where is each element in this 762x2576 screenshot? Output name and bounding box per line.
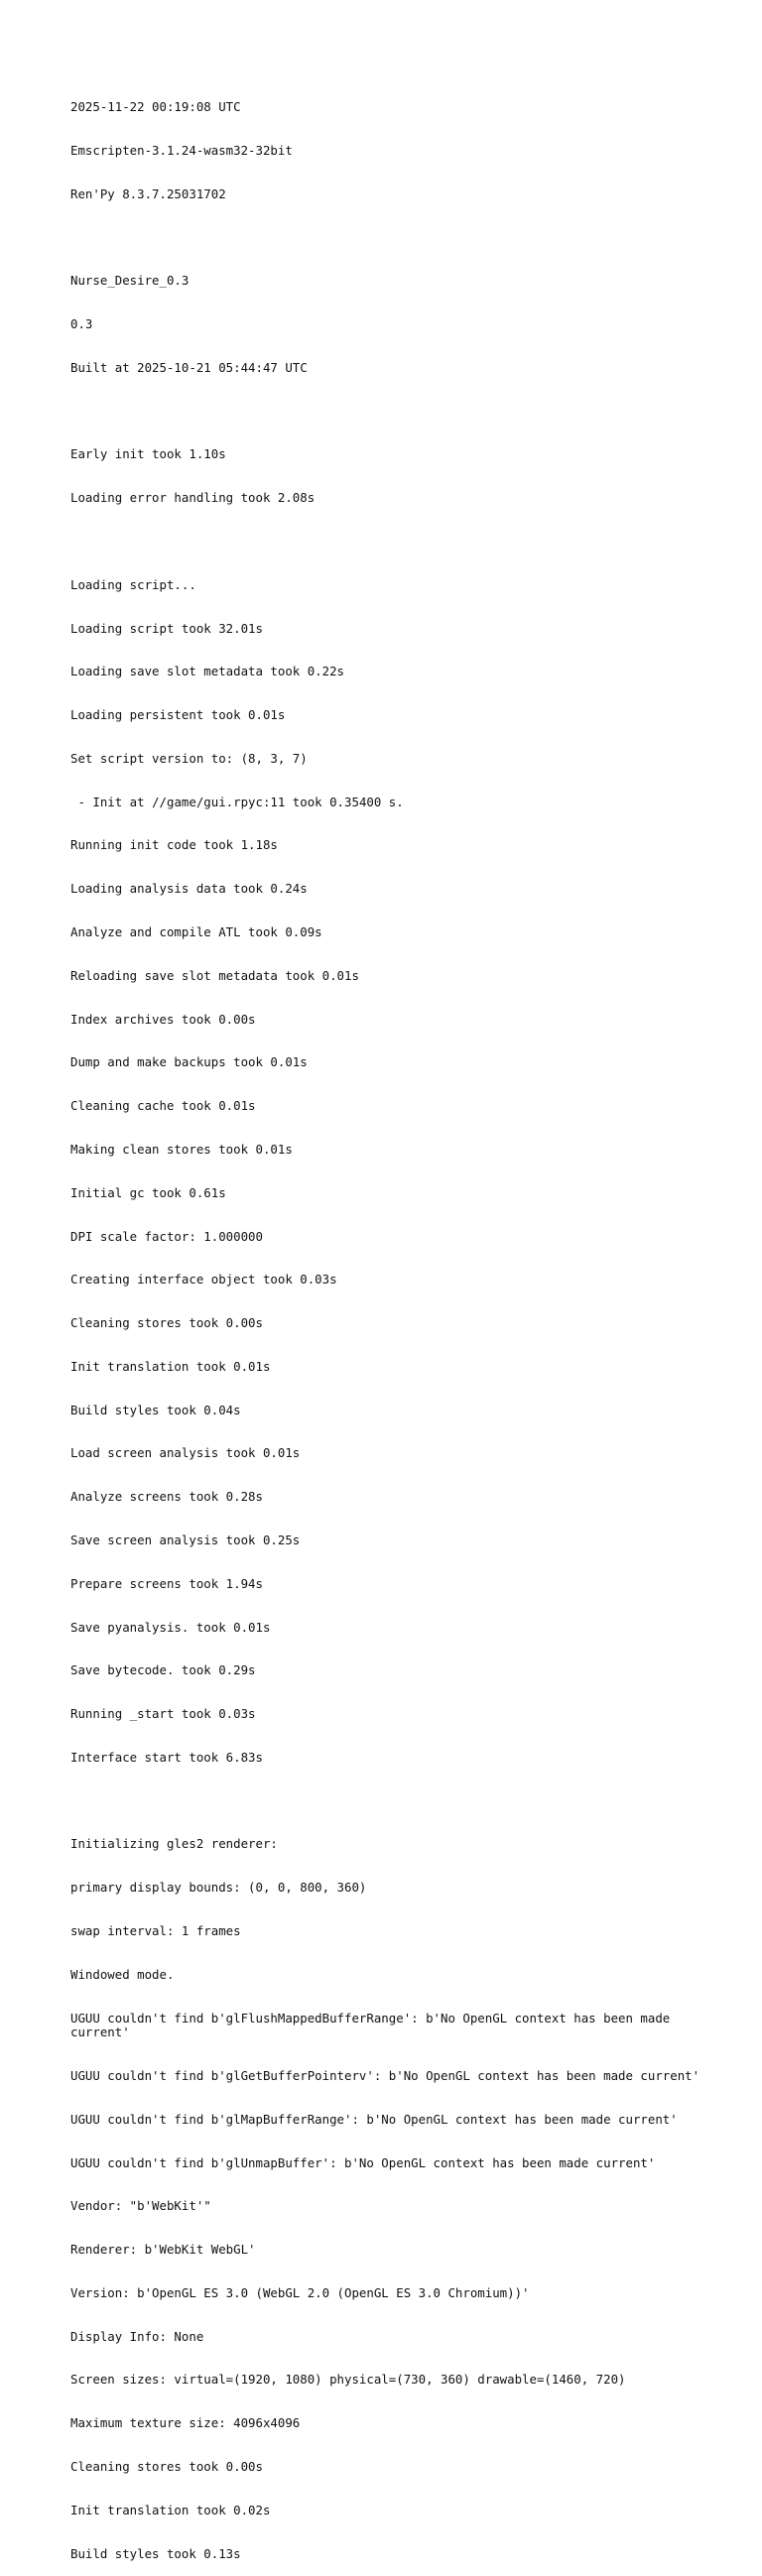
log-line: Set script version to: (8, 3, 7)	[70, 750, 308, 766]
log-line	[70, 1794, 725, 1809]
log-line: 0.3	[70, 316, 93, 332]
log-line: Interface start took 6.83s	[70, 1749, 263, 1765]
log-line: Loading analysis data took 0.24s	[70, 881, 308, 897]
log-line: Version: b'OpenGL ES 3.0 (WebGL 2.0 (OpenGL ES 3.0 Chromium))'	[70, 2284, 530, 2300]
log-line: Dump and make backups took 0.01s	[70, 1054, 308, 1070]
log-line: Build styles took 0.04s	[70, 1402, 241, 1417]
log-line: Renderer: b'WebKit WebGL'	[70, 2242, 256, 2258]
log-line: UGUU couldn't find b'glUnmapBuffer': b'No OpenGL context has been made current'	[70, 2154, 656, 2170]
log-line: Analyze and compile ATL took 0.09s	[70, 924, 322, 940]
log-line: Running init code took 1.18s	[70, 837, 278, 853]
log-line: Save screen analysis took 0.25s	[70, 1532, 301, 1547]
log-line: Loading persistent took 0.01s	[70, 707, 286, 723]
log-line: Making clean stores took 0.01s	[70, 1141, 293, 1157]
log-line: Save bytecode. took 0.29s	[70, 1662, 256, 1678]
log-line: Index archives took 0.00s	[70, 1011, 256, 1027]
log-line	[70, 535, 725, 550]
log-line: Cleaning stores took 0.00s	[70, 1315, 263, 1331]
log-line: Load screen analysis took 0.01s	[70, 1445, 301, 1461]
log-line: UGUU couldn't find b'glFlushMappedBufferRange': b'No OpenGL context has been made current'	[70, 2010, 678, 2040]
log-line: Ren'Py 8.3.7.25031702	[70, 185, 226, 201]
log-line: UGUU couldn't find b'glGetBufferPointerv': b'No OpenGL context has been made current'	[70, 2067, 700, 2083]
log-line: - Init at //game/gui.rpyc:11 took 0.35400 s.	[70, 794, 404, 809]
log-line: DPI scale factor: 1.000000	[70, 1228, 263, 1244]
log-line: Running _start took 0.03s	[70, 1706, 256, 1722]
log-line: UGUU couldn't find b'glMapBufferRange': b'No OpenGL context has been made current'	[70, 2111, 678, 2127]
log-line: Screen sizes: virtual=(1920, 1080) physical=(730, 360) drawable=(1460, 720)	[70, 2372, 626, 2388]
log-line: primary display bounds: (0, 0, 800, 360)	[70, 1880, 367, 1896]
log-line: Maximum texture size: 4096x4096	[70, 2415, 301, 2431]
log-line	[70, 231, 725, 246]
log-line: Loading script took 32.01s	[70, 620, 263, 636]
log-line: Loading error handling took 2.08s	[70, 490, 316, 506]
log-line: Vendor: "b'WebKit'"	[70, 2198, 211, 2214]
log-line: Init translation took 0.01s	[70, 1358, 271, 1374]
log-line: Loading script...	[70, 576, 196, 592]
log-line: Init translation took 0.02s	[70, 2502, 271, 2517]
log-line: Cleaning stores took 0.00s	[70, 2458, 263, 2474]
log-line: Display Info: None	[70, 2328, 204, 2344]
log-line: Emscripten-3.1.24-wasm32-32bit	[70, 142, 293, 158]
log-line: Initializing gles2 renderer:	[70, 1836, 278, 1852]
log-line: Nurse_Desire_0.3	[70, 273, 190, 289]
log-line: Reloading save slot metadata took 0.01s	[70, 967, 359, 983]
log-line: swap interval: 1 frames	[70, 1923, 241, 1938]
log-line: Built at 2025-10-21 05:44:47 UTC	[70, 359, 308, 375]
log-line: Prepare screens took 1.94s	[70, 1575, 263, 1591]
log-line: 2025-11-22 00:19:08 UTC	[70, 99, 241, 115]
log-line: Save pyanalysis. took 0.01s	[70, 1619, 271, 1635]
log-line: Build styles took 0.13s	[70, 2545, 241, 2561]
log-output	[70, 71, 725, 2576]
log-line: Windowed mode.	[70, 1966, 175, 1982]
log-line: Early init took 1.10s	[70, 446, 226, 462]
log-line: Creating interface object took 0.03s	[70, 1272, 337, 1288]
log-line: Analyze screens took 0.28s	[70, 1489, 263, 1505]
log-line	[70, 405, 725, 420]
log-line: Loading save slot metadata took 0.22s	[70, 664, 345, 679]
log-line: Initial gc took 0.61s	[70, 1184, 226, 1200]
log-line: Cleaning cache took 0.01s	[70, 1098, 256, 1114]
